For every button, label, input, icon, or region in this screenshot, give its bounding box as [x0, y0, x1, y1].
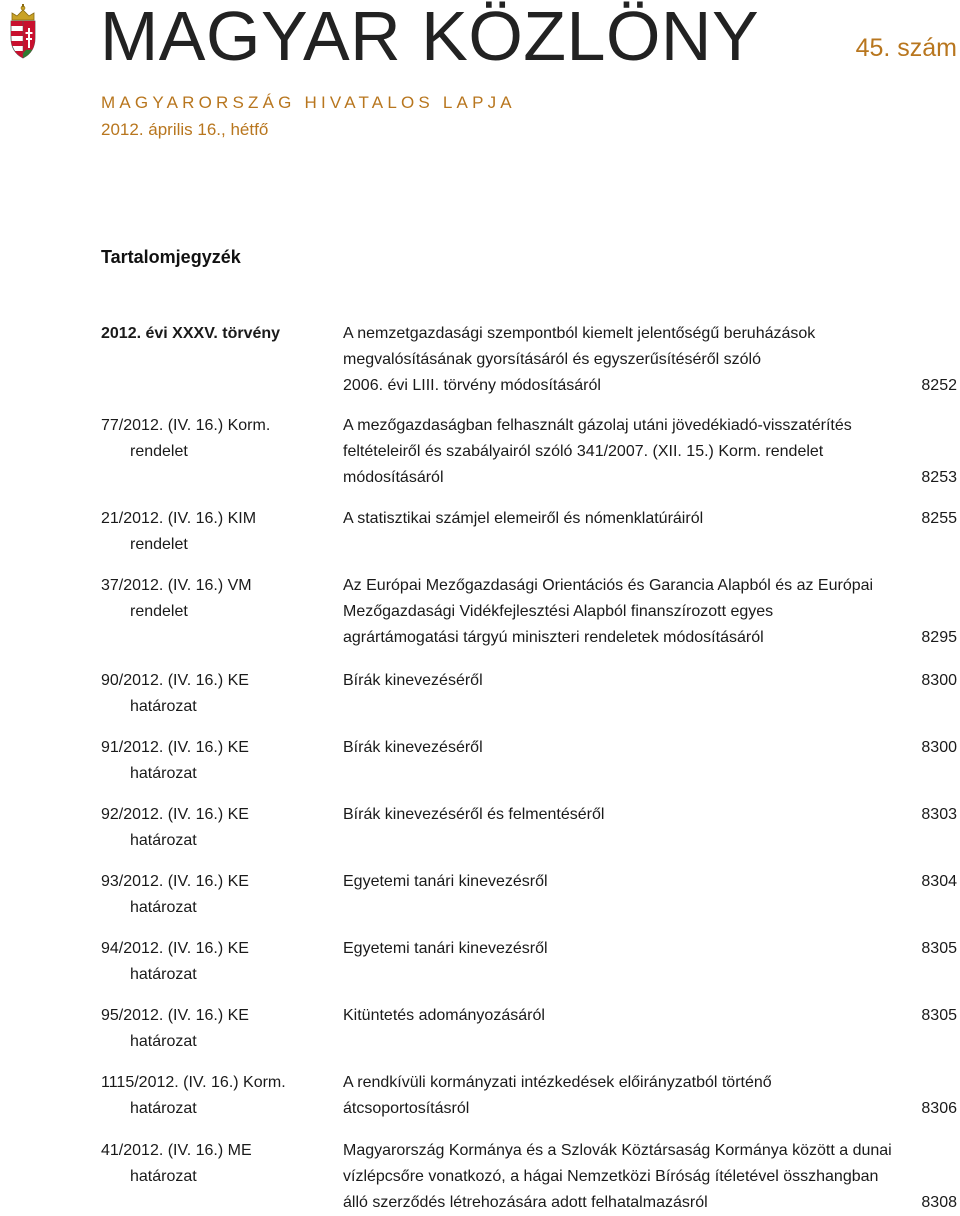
toc-entry-description-line: átcsoportosításról	[343, 1100, 470, 1117]
hungarian-coat-of-arms-icon	[6, 4, 40, 64]
toc-entry-description	[343, 1070, 883, 1122]
toc-entry-description-line: A nemzetgazdasági szempontból kiemelt jelentőségű beruházások	[343, 325, 816, 342]
toc-heading: Tartalomjegyzék	[101, 247, 241, 267]
toc-entry-reference	[101, 1138, 316, 1190]
toc-entry-description-line: Bírák kinevezéséről	[343, 739, 483, 756]
toc-entry-reference	[101, 802, 316, 854]
toc-entry-page-number: 8305	[921, 940, 957, 957]
toc-entry-description	[343, 802, 883, 828]
toc-entry-reference-number: 77/2012. (IV. 16.) Korm.	[101, 417, 271, 434]
toc-entry-description-line: A statisztikai számjel elemeiről és nómenklatúráiról	[343, 510, 704, 527]
toc-entry-reference-number: 92/2012. (IV. 16.) KE	[101, 806, 249, 823]
toc-entry-description-line: megvalósításának gyorsításáról és egyszerűsítéséről szóló	[343, 351, 761, 368]
toc-entry-description	[343, 321, 883, 399]
toc-entry-reference-type: határozat	[130, 1100, 197, 1117]
toc-entry-description-line: A mezőgazdaságban felhasznált gázolaj utáni jövedékiadó-visszatérítés	[343, 417, 852, 434]
toc-entry-reference-type: határozat	[130, 966, 197, 983]
toc-entry-description	[343, 735, 883, 761]
toc-entry-page-number: 8300	[921, 739, 957, 756]
toc-entry-reference	[101, 668, 316, 720]
toc-entry-reference	[101, 735, 316, 787]
toc-entry-reference	[101, 1070, 316, 1122]
toc-entry-description	[343, 668, 883, 694]
toc-entry-description-line: 2006. évi LIII. törvény módosításáról	[343, 377, 601, 394]
toc-entry-description-line: Az Európai Mezőgazdasági Orientációs és Garancia Alapból és az Európai	[343, 577, 874, 594]
toc-entry-description-line: Mezőgazdasági Vidékfejlesztési Alapból finanszírozott egyes	[343, 603, 774, 620]
toc-entry-reference-type: rendelet	[130, 603, 188, 620]
toc-entry-page-number: 8253	[921, 469, 957, 486]
toc-entry-reference-number: 41/2012. (IV. 16.) ME	[101, 1142, 252, 1159]
toc-entry-reference-number: 1115/2012. (IV. 16.) Korm.	[101, 1074, 286, 1091]
publication-date: 2012. április 16., hétfő	[101, 120, 269, 139]
toc-entry-description-line: Kitüntetés adományozásáról	[343, 1007, 545, 1024]
toc-entry-reference-type: határozat	[130, 765, 197, 782]
issue-number: 45. szám	[855, 34, 957, 62]
toc-entry-description-line: Magyarország Kormánya és a Szlovák Köztársaság Kormánya között a dunai	[343, 1142, 892, 1159]
toc-entry-description-line: agrártámogatási tárgyú miniszteri rendeletek módosításáról	[343, 629, 764, 646]
toc-entry-reference-type: határozat	[130, 1168, 197, 1185]
toc-entry-reference-number: 91/2012. (IV. 16.) KE	[101, 739, 249, 756]
toc-entry-page-number: 8305	[921, 1007, 957, 1024]
toc-entry-description-line: Bírák kinevezéséről	[343, 672, 483, 689]
toc-entry-reference-number: 37/2012. (IV. 16.) VM	[101, 577, 252, 594]
toc-entry-description-line: módosításáról	[343, 469, 444, 486]
toc-entry-reference-type: határozat	[130, 1033, 197, 1050]
publication-subtitle: MAGYARORSZÁG HIVATALOS LAPJA	[101, 93, 516, 112]
toc-entry-description	[343, 506, 883, 532]
toc-entry-reference	[101, 413, 316, 465]
toc-entry-description	[343, 413, 883, 491]
toc-entry-reference	[101, 506, 316, 558]
toc-entry-reference-type: határozat	[130, 899, 197, 916]
toc-entry-description-line: Egyetemi tanári kinevezésről	[343, 873, 548, 890]
toc-entry-description	[343, 869, 883, 895]
toc-entry-reference-number: 21/2012. (IV. 16.) KIM	[101, 510, 257, 527]
toc-entry-reference-number: 90/2012. (IV. 16.) KE	[101, 672, 249, 689]
toc-entry-reference	[101, 936, 316, 988]
toc-entry-page-number: 8308	[921, 1194, 957, 1211]
toc-entry-page-number: 8303	[921, 806, 957, 823]
toc-entry-page-number: 8300	[921, 672, 957, 689]
toc-entry-reference	[101, 1003, 316, 1055]
toc-entry-description	[343, 936, 883, 962]
toc-entry-reference-type: határozat	[130, 832, 197, 849]
toc-entry-description	[343, 1138, 892, 1216]
toc-entry-description	[343, 1003, 883, 1029]
toc-entry-reference-number: 94/2012. (IV. 16.) KE	[101, 940, 249, 957]
toc-entry-page-number: 8304	[921, 873, 957, 890]
toc-entry-page-number: 8252	[921, 377, 957, 394]
toc-entry-reference-type: rendelet	[130, 536, 188, 553]
toc-entry-page-number: 8306	[921, 1100, 957, 1117]
toc-entry-reference-type: rendelet	[130, 443, 188, 460]
toc-entry-description-line: álló szerződés létrehozására adott felhatalmazásról	[343, 1194, 708, 1211]
toc-entry-reference	[101, 573, 316, 625]
toc-entry-description-line: Bírák kinevezéséről és felmentéséről	[343, 806, 605, 823]
toc-entry-page-number: 8255	[921, 510, 957, 527]
toc-entry-description-line: feltételeiről és szabályairól szóló 341/2007. (XII. 15.) Korm. rendelet	[343, 443, 824, 460]
toc-entry-description-line: vízlépcsőre vonatkozó, a hágai Nemzetközi Bíróság ítéletével összhangban	[343, 1168, 879, 1185]
toc-entry-description-line: Egyetemi tanári kinevezésről	[343, 940, 548, 957]
toc-entry-description-line: A rendkívüli kormányzati intézkedések előirányzatból történő	[343, 1074, 772, 1091]
toc-entry-reference-type: határozat	[130, 698, 197, 715]
toc-entry-page-number: 8295	[921, 629, 957, 646]
toc-entry-reference-number: 95/2012. (IV. 16.) KE	[101, 1007, 249, 1024]
toc-entry-description	[343, 573, 883, 651]
toc-entry-reference-number: 93/2012. (IV. 16.) KE	[101, 873, 249, 890]
toc-entry-reference	[101, 321, 316, 347]
toc-entry-reference	[101, 869, 316, 921]
toc-entry-reference-number: 2012. évi XXXV. törvény	[101, 325, 281, 342]
publication-title: MAGYAR KÖZLÖNY	[100, 0, 760, 75]
